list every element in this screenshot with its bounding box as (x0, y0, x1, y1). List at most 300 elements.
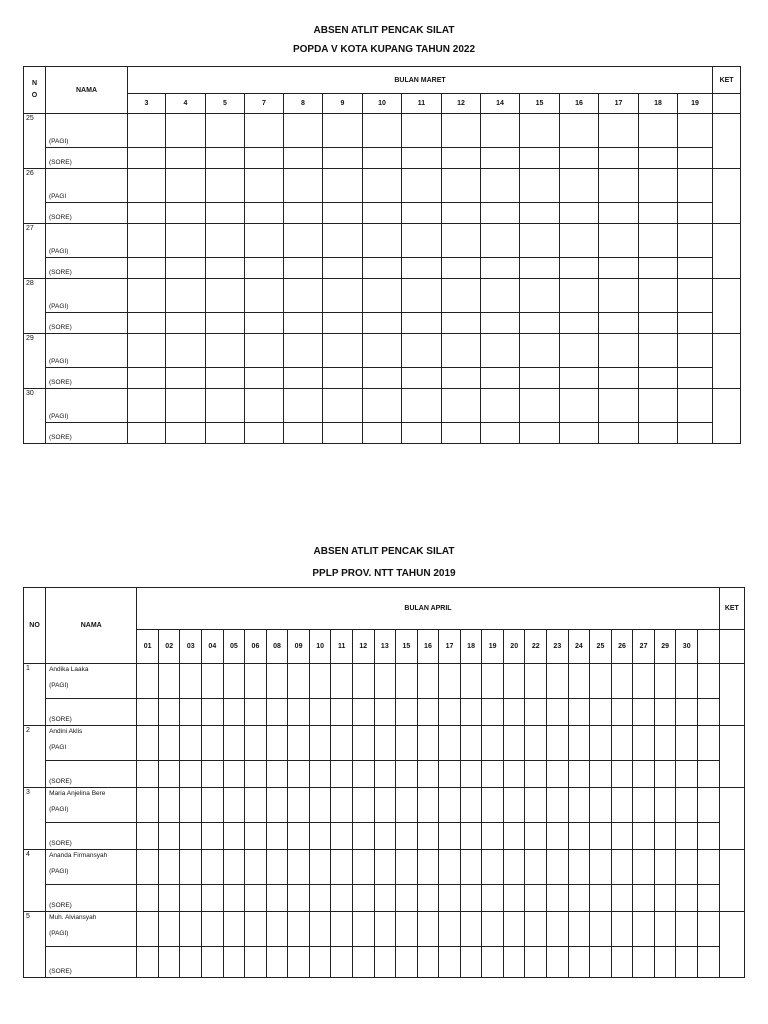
attendance-cell[interactable] (611, 823, 633, 850)
attendance-cell[interactable] (599, 313, 639, 334)
attendance-cell[interactable] (460, 885, 482, 912)
attendance-cell[interactable] (202, 699, 224, 726)
attendance-cell[interactable] (323, 279, 363, 313)
attendance-cell[interactable] (654, 823, 676, 850)
attendance-cell[interactable] (678, 114, 713, 148)
attendance-cell[interactable] (284, 258, 323, 279)
attendance-cell[interactable] (520, 389, 560, 423)
attendance-cell[interactable] (676, 823, 698, 850)
attendance-cell[interactable] (590, 912, 612, 947)
attendance-cell[interactable] (481, 368, 520, 389)
attendance-cell[interactable] (676, 947, 698, 978)
attendance-cell[interactable] (309, 885, 331, 912)
attendance-cell[interactable] (599, 169, 639, 203)
attendance-cell[interactable] (284, 279, 323, 313)
attendance-cell[interactable] (166, 423, 206, 444)
attendance-cell[interactable] (547, 947, 569, 978)
attendance-cell[interactable] (288, 699, 310, 726)
attendance-cell[interactable] (520, 313, 560, 334)
attendance-cell[interactable] (633, 788, 655, 823)
attendance-cell[interactable] (590, 761, 612, 788)
attendance-cell[interactable] (266, 699, 288, 726)
attendance-cell[interactable] (568, 699, 590, 726)
attendance-cell[interactable] (678, 313, 713, 334)
attendance-cell[interactable] (363, 389, 402, 423)
attendance-cell[interactable] (654, 788, 676, 823)
attendance-cell[interactable] (697, 947, 719, 978)
attendance-cell[interactable] (439, 947, 461, 978)
attendance-cell[interactable] (128, 334, 166, 368)
attendance-cell[interactable] (460, 664, 482, 699)
attendance-cell[interactable] (439, 850, 461, 885)
attendance-cell[interactable] (166, 389, 206, 423)
attendance-cell[interactable] (633, 850, 655, 885)
attendance-cell[interactable] (442, 334, 481, 368)
attendance-cell[interactable] (547, 850, 569, 885)
attendance-cell[interactable] (284, 224, 323, 258)
attendance-cell[interactable] (309, 699, 331, 726)
attendance-cell[interactable] (284, 114, 323, 148)
attendance-cell[interactable] (676, 850, 698, 885)
attendance-cell[interactable] (482, 850, 504, 885)
attendance-cell[interactable] (245, 912, 267, 947)
attendance-cell[interactable] (520, 203, 560, 224)
attendance-cell[interactable] (442, 368, 481, 389)
attendance-cell[interactable] (481, 148, 520, 169)
attendance-cell[interactable] (697, 788, 719, 823)
attendance-cell[interactable] (639, 313, 678, 334)
attendance-cell[interactable] (599, 203, 639, 224)
attendance-cell[interactable] (402, 279, 442, 313)
attendance-cell[interactable] (520, 279, 560, 313)
attendance-cell[interactable] (374, 788, 396, 823)
attendance-cell[interactable] (137, 823, 159, 850)
attendance-cell[interactable] (697, 664, 719, 699)
attendance-cell[interactable] (137, 912, 159, 947)
attendance-cell[interactable] (599, 114, 639, 148)
attendance-cell[interactable] (396, 664, 418, 699)
attendance-cell[interactable] (245, 885, 267, 912)
attendance-cell[interactable] (525, 788, 547, 823)
ket-cell[interactable] (713, 389, 741, 444)
attendance-cell[interactable] (676, 761, 698, 788)
attendance-cell[interactable] (639, 279, 678, 313)
attendance-cell[interactable] (309, 947, 331, 978)
attendance-cell[interactable] (568, 664, 590, 699)
attendance-cell[interactable] (158, 726, 180, 761)
attendance-cell[interactable] (402, 423, 442, 444)
attendance-cell[interactable] (245, 258, 284, 279)
attendance-cell[interactable] (374, 664, 396, 699)
attendance-cell[interactable] (363, 423, 402, 444)
attendance-cell[interactable] (633, 885, 655, 912)
attendance-cell[interactable] (223, 885, 245, 912)
attendance-cell[interactable] (166, 258, 206, 279)
attendance-cell[interactable] (180, 726, 202, 761)
attendance-cell[interactable] (266, 912, 288, 947)
attendance-cell[interactable] (442, 423, 481, 444)
attendance-cell[interactable] (158, 885, 180, 912)
attendance-cell[interactable] (417, 761, 439, 788)
attendance-cell[interactable] (245, 726, 267, 761)
attendance-cell[interactable] (245, 114, 284, 148)
attendance-cell[interactable] (697, 823, 719, 850)
attendance-cell[interactable] (678, 334, 713, 368)
attendance-cell[interactable] (202, 788, 224, 823)
ket-cell[interactable] (713, 169, 741, 224)
attendance-cell[interactable] (323, 148, 363, 169)
attendance-cell[interactable] (439, 664, 461, 699)
ket-cell[interactable] (719, 850, 744, 912)
attendance-cell[interactable] (590, 664, 612, 699)
attendance-cell[interactable] (363, 224, 402, 258)
attendance-cell[interactable] (331, 850, 353, 885)
attendance-cell[interactable] (611, 850, 633, 885)
attendance-cell[interactable] (697, 761, 719, 788)
attendance-cell[interactable] (180, 850, 202, 885)
attendance-cell[interactable] (288, 823, 310, 850)
attendance-cell[interactable] (560, 334, 599, 368)
attendance-cell[interactable] (288, 788, 310, 823)
attendance-cell[interactable] (206, 148, 245, 169)
attendance-cell[interactable] (442, 389, 481, 423)
attendance-cell[interactable] (678, 368, 713, 389)
attendance-cell[interactable] (599, 258, 639, 279)
attendance-cell[interactable] (439, 761, 461, 788)
attendance-cell[interactable] (166, 313, 206, 334)
attendance-cell[interactable] (697, 699, 719, 726)
attendance-cell[interactable] (158, 761, 180, 788)
attendance-cell[interactable] (363, 279, 402, 313)
attendance-cell[interactable] (158, 664, 180, 699)
attendance-cell[interactable] (633, 726, 655, 761)
attendance-cell[interactable] (309, 761, 331, 788)
attendance-cell[interactable] (560, 203, 599, 224)
attendance-cell[interactable] (611, 885, 633, 912)
attendance-cell[interactable] (460, 912, 482, 947)
attendance-cell[interactable] (206, 258, 245, 279)
attendance-cell[interactable] (520, 224, 560, 258)
attendance-cell[interactable] (331, 761, 353, 788)
attendance-cell[interactable] (599, 224, 639, 258)
attendance-cell[interactable] (481, 224, 520, 258)
attendance-cell[interactable] (503, 947, 525, 978)
attendance-cell[interactable] (396, 699, 418, 726)
attendance-cell[interactable] (202, 726, 224, 761)
attendance-cell[interactable] (128, 114, 166, 148)
attendance-cell[interactable] (599, 279, 639, 313)
attendance-cell[interactable] (547, 788, 569, 823)
attendance-cell[interactable] (266, 788, 288, 823)
attendance-cell[interactable] (284, 334, 323, 368)
attendance-cell[interactable] (639, 148, 678, 169)
attendance-cell[interactable] (166, 169, 206, 203)
attendance-cell[interactable] (396, 788, 418, 823)
attendance-cell[interactable] (363, 313, 402, 334)
attendance-cell[interactable] (352, 885, 374, 912)
attendance-cell[interactable] (363, 334, 402, 368)
attendance-cell[interactable] (481, 203, 520, 224)
attendance-cell[interactable] (525, 699, 547, 726)
attendance-cell[interactable] (206, 279, 245, 313)
attendance-cell[interactable] (206, 114, 245, 148)
attendance-cell[interactable] (481, 334, 520, 368)
attendance-cell[interactable] (323, 224, 363, 258)
attendance-cell[interactable] (352, 761, 374, 788)
ket-cell[interactable] (713, 279, 741, 334)
attendance-cell[interactable] (676, 726, 698, 761)
attendance-cell[interactable] (202, 850, 224, 885)
attendance-cell[interactable] (137, 850, 159, 885)
attendance-cell[interactable] (560, 148, 599, 169)
attendance-cell[interactable] (396, 823, 418, 850)
attendance-cell[interactable] (633, 699, 655, 726)
attendance-cell[interactable] (482, 947, 504, 978)
attendance-cell[interactable] (202, 664, 224, 699)
attendance-cell[interactable] (481, 313, 520, 334)
attendance-cell[interactable] (223, 726, 245, 761)
attendance-cell[interactable] (611, 726, 633, 761)
attendance-cell[interactable] (166, 224, 206, 258)
attendance-cell[interactable] (396, 726, 418, 761)
attendance-cell[interactable] (525, 850, 547, 885)
attendance-cell[interactable] (439, 823, 461, 850)
attendance-cell[interactable] (654, 912, 676, 947)
attendance-cell[interactable] (223, 664, 245, 699)
attendance-cell[interactable] (590, 885, 612, 912)
attendance-cell[interactable] (439, 788, 461, 823)
attendance-cell[interactable] (560, 224, 599, 258)
attendance-cell[interactable] (568, 947, 590, 978)
attendance-cell[interactable] (503, 850, 525, 885)
attendance-cell[interactable] (284, 313, 323, 334)
attendance-cell[interactable] (560, 423, 599, 444)
attendance-cell[interactable] (547, 726, 569, 761)
attendance-cell[interactable] (128, 313, 166, 334)
attendance-cell[interactable] (639, 334, 678, 368)
attendance-cell[interactable] (206, 203, 245, 224)
attendance-cell[interactable] (309, 788, 331, 823)
ket-cell[interactable] (719, 726, 744, 788)
attendance-cell[interactable] (223, 850, 245, 885)
attendance-cell[interactable] (309, 823, 331, 850)
attendance-cell[interactable] (128, 258, 166, 279)
attendance-cell[interactable] (442, 313, 481, 334)
attendance-cell[interactable] (288, 726, 310, 761)
attendance-cell[interactable] (352, 850, 374, 885)
attendance-cell[interactable] (128, 368, 166, 389)
attendance-cell[interactable] (678, 258, 713, 279)
attendance-cell[interactable] (180, 788, 202, 823)
attendance-cell[interactable] (676, 699, 698, 726)
attendance-cell[interactable] (137, 788, 159, 823)
attendance-cell[interactable] (158, 823, 180, 850)
attendance-cell[interactable] (520, 423, 560, 444)
attendance-cell[interactable] (611, 947, 633, 978)
attendance-cell[interactable] (460, 761, 482, 788)
attendance-cell[interactable] (481, 258, 520, 279)
attendance-cell[interactable] (520, 148, 560, 169)
attendance-cell[interactable] (482, 912, 504, 947)
attendance-cell[interactable] (284, 368, 323, 389)
attendance-cell[interactable] (678, 389, 713, 423)
attendance-cell[interactable] (166, 334, 206, 368)
attendance-cell[interactable] (697, 726, 719, 761)
attendance-cell[interactable] (323, 313, 363, 334)
attendance-cell[interactable] (417, 912, 439, 947)
attendance-cell[interactable] (266, 823, 288, 850)
attendance-cell[interactable] (206, 169, 245, 203)
attendance-cell[interactable] (396, 761, 418, 788)
attendance-cell[interactable] (568, 850, 590, 885)
attendance-cell[interactable] (128, 203, 166, 224)
attendance-cell[interactable] (678, 224, 713, 258)
attendance-cell[interactable] (503, 664, 525, 699)
attendance-cell[interactable] (202, 761, 224, 788)
attendance-cell[interactable] (568, 788, 590, 823)
attendance-cell[interactable] (245, 850, 267, 885)
attendance-cell[interactable] (560, 169, 599, 203)
attendance-cell[interactable] (128, 169, 166, 203)
attendance-cell[interactable] (202, 912, 224, 947)
attendance-cell[interactable] (503, 788, 525, 823)
attendance-cell[interactable] (639, 224, 678, 258)
attendance-cell[interactable] (568, 912, 590, 947)
attendance-cell[interactable] (560, 313, 599, 334)
attendance-cell[interactable] (654, 761, 676, 788)
attendance-cell[interactable] (520, 258, 560, 279)
attendance-cell[interactable] (654, 726, 676, 761)
attendance-cell[interactable] (180, 947, 202, 978)
attendance-cell[interactable] (206, 389, 245, 423)
attendance-cell[interactable] (599, 389, 639, 423)
attendance-cell[interactable] (374, 761, 396, 788)
attendance-cell[interactable] (331, 699, 353, 726)
attendance-cell[interactable] (639, 203, 678, 224)
attendance-cell[interactable] (180, 912, 202, 947)
attendance-cell[interactable] (206, 313, 245, 334)
attendance-cell[interactable] (633, 912, 655, 947)
attendance-cell[interactable] (525, 761, 547, 788)
ket-cell[interactable] (719, 788, 744, 850)
attendance-cell[interactable] (223, 699, 245, 726)
attendance-cell[interactable] (590, 699, 612, 726)
attendance-cell[interactable] (166, 148, 206, 169)
attendance-cell[interactable] (166, 203, 206, 224)
attendance-cell[interactable] (417, 726, 439, 761)
attendance-cell[interactable] (402, 169, 442, 203)
attendance-cell[interactable] (678, 279, 713, 313)
attendance-cell[interactable] (284, 423, 323, 444)
attendance-cell[interactable] (590, 823, 612, 850)
attendance-cell[interactable] (639, 423, 678, 444)
ket-cell[interactable] (713, 224, 741, 279)
attendance-cell[interactable] (363, 258, 402, 279)
attendance-cell[interactable] (137, 947, 159, 978)
attendance-cell[interactable] (245, 823, 267, 850)
attendance-cell[interactable] (158, 850, 180, 885)
attendance-cell[interactable] (417, 788, 439, 823)
attendance-cell[interactable] (352, 699, 374, 726)
attendance-cell[interactable] (128, 389, 166, 423)
attendance-cell[interactable] (525, 885, 547, 912)
attendance-cell[interactable] (547, 912, 569, 947)
attendance-cell[interactable] (460, 788, 482, 823)
attendance-cell[interactable] (266, 850, 288, 885)
attendance-cell[interactable] (323, 258, 363, 279)
attendance-cell[interactable] (560, 279, 599, 313)
attendance-cell[interactable] (223, 788, 245, 823)
attendance-cell[interactable] (331, 726, 353, 761)
attendance-cell[interactable] (417, 850, 439, 885)
attendance-cell[interactable] (323, 368, 363, 389)
attendance-cell[interactable] (439, 912, 461, 947)
attendance-cell[interactable] (352, 823, 374, 850)
attendance-cell[interactable] (611, 664, 633, 699)
attendance-cell[interactable] (266, 726, 288, 761)
attendance-cell[interactable] (417, 699, 439, 726)
attendance-cell[interactable] (417, 885, 439, 912)
attendance-cell[interactable] (180, 885, 202, 912)
attendance-cell[interactable] (633, 761, 655, 788)
attendance-cell[interactable] (547, 823, 569, 850)
attendance-cell[interactable] (520, 368, 560, 389)
attendance-cell[interactable] (363, 203, 402, 224)
attendance-cell[interactable] (402, 389, 442, 423)
attendance-cell[interactable] (697, 912, 719, 947)
attendance-cell[interactable] (284, 203, 323, 224)
attendance-cell[interactable] (128, 423, 166, 444)
attendance-cell[interactable] (245, 389, 284, 423)
attendance-cell[interactable] (633, 947, 655, 978)
attendance-cell[interactable] (288, 850, 310, 885)
attendance-cell[interactable] (678, 169, 713, 203)
attendance-cell[interactable] (323, 203, 363, 224)
attendance-cell[interactable] (639, 258, 678, 279)
attendance-cell[interactable] (158, 947, 180, 978)
attendance-cell[interactable] (309, 664, 331, 699)
attendance-cell[interactable] (245, 699, 267, 726)
attendance-cell[interactable] (568, 885, 590, 912)
attendance-cell[interactable] (417, 947, 439, 978)
attendance-cell[interactable] (697, 850, 719, 885)
attendance-cell[interactable] (460, 699, 482, 726)
attendance-cell[interactable] (284, 148, 323, 169)
attendance-cell[interactable] (245, 224, 284, 258)
attendance-cell[interactable] (402, 148, 442, 169)
attendance-cell[interactable] (560, 368, 599, 389)
attendance-cell[interactable] (402, 114, 442, 148)
attendance-cell[interactable] (560, 389, 599, 423)
attendance-cell[interactable] (678, 423, 713, 444)
attendance-cell[interactable] (503, 912, 525, 947)
attendance-cell[interactable] (482, 788, 504, 823)
attendance-cell[interactable] (402, 224, 442, 258)
attendance-cell[interactable] (128, 148, 166, 169)
attendance-cell[interactable] (417, 823, 439, 850)
attendance-cell[interactable] (288, 885, 310, 912)
attendance-cell[interactable] (128, 279, 166, 313)
attendance-cell[interactable] (284, 169, 323, 203)
attendance-cell[interactable] (417, 664, 439, 699)
attendance-cell[interactable] (442, 279, 481, 313)
attendance-cell[interactable] (599, 334, 639, 368)
attendance-cell[interactable] (266, 947, 288, 978)
attendance-cell[interactable] (481, 169, 520, 203)
attendance-cell[interactable] (245, 423, 284, 444)
attendance-cell[interactable] (180, 664, 202, 699)
attendance-cell[interactable] (374, 850, 396, 885)
